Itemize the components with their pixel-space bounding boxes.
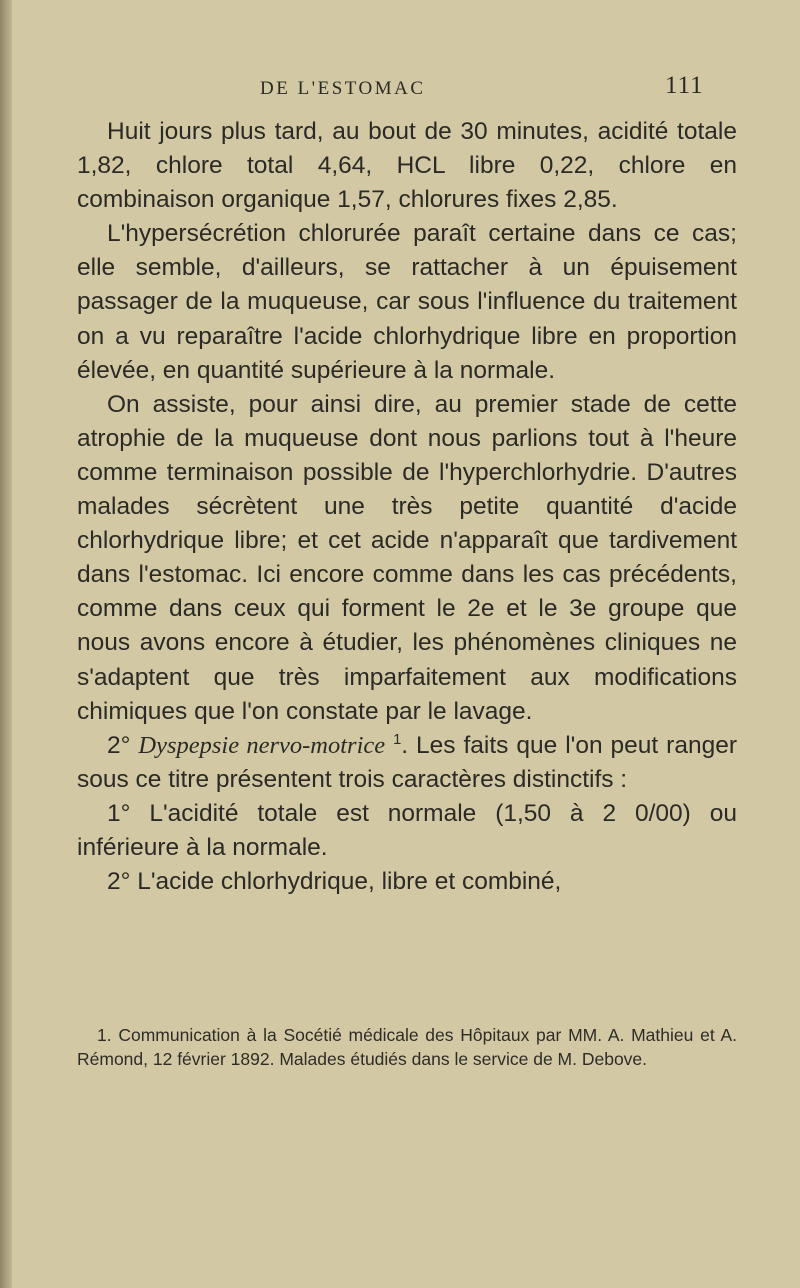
page-gutter-edge xyxy=(0,0,12,1288)
footnote: 1. Communication à la Socétié médicale des Hôpitaux par MM. A. Mathieu et A. Rémond, 12 février 1892. Malades étudiés dans le service de M. Debove. xyxy=(77,1025,737,1069)
running-title: DE L'ESTOMAC xyxy=(260,78,426,99)
page-number: 111 xyxy=(665,72,704,99)
list-item: 1° L'acidité totale est normale (1,50 à 2 0/00) ou inférieure à la normale. xyxy=(77,799,737,861)
paragraph: L'hypersécrétion chlorurée paraît certaine dans ce cas; elle semble, d'ailleurs, se rattacher à un épuisement passager de la muqueuse, car sous l'influence du traitement on a vu reparaître l'acide chlorhydrique libre en proportion élevée, en quantité supérieure à la normale. xyxy=(77,220,737,384)
list-item: 2° L'acide chlorhydrique, libre et combiné, xyxy=(107,868,562,896)
paragraph: Huit jours plus tard, au bout de 30 minutes, acidité totale 1,82, chlore total 4,64, HCL libre 0,22, chlore en combinaison organique 1,57, chlorures fixes 2,85. xyxy=(77,118,737,214)
section-number: 2° xyxy=(107,731,131,759)
section-text: . Les faits que l'on peut ranger sous ce titre présentent trois caractères distinctifs : xyxy=(77,731,737,793)
main-text xyxy=(77,115,737,899)
paragraph: On assiste, pour ainsi dire, au premier stade de cette atrophie de la muqueuse dont nous parlions tout à l'heure comme terminaison possible de l'hyperchlorhydrie. D'autres malades sécrètent une très petite quantité d'acide chlorhydrique libre; et cet acide n'apparaît que tardivement dans l'estomac. Ici encore comme dans les cas précédents, comme dans ceux qui forment le 2e et le 3e groupe que nous avons encore à étudier, les phénomènes cliniques ne s'adaptent que très imparfaitement aux modifications chimiques que l'on constate par le lavage. xyxy=(77,390,737,725)
section-heading-paragraph xyxy=(77,729,737,797)
section-term: Dyspepsie nervo-motrice xyxy=(138,731,386,759)
page-header xyxy=(0,70,800,110)
footnote-ref: 1 xyxy=(393,731,402,748)
footnotes xyxy=(77,1024,737,1071)
